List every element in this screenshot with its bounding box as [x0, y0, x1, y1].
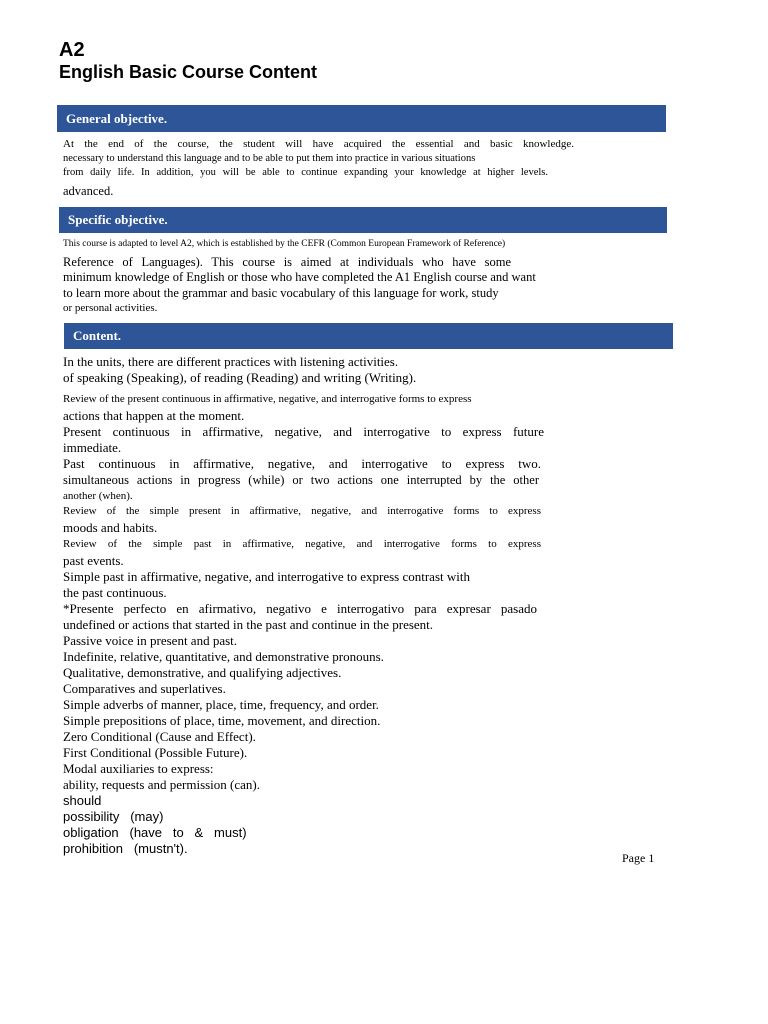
- content-line: the past continuous.: [63, 585, 167, 600]
- content-line: simultaneous actions in progress (while) or two actions one interrupted by the other: [63, 473, 539, 487]
- content-line: prohibition (mustn't).: [63, 841, 188, 856]
- content-line: Comparatives and superlatives.: [63, 681, 226, 696]
- content-line: Present continuous in affirmative, negative, and interrogative to express future: [63, 424, 544, 439]
- content-line: First Conditional (Possible Future).: [63, 745, 248, 760]
- course-level: A2: [59, 39, 85, 61]
- content-line: ability, requests and permission (can).: [63, 777, 260, 792]
- content-line: *Presente perfecto en afirmativo, negativo e interrogativo para expresar pasado: [63, 601, 537, 616]
- document-title: English Basic Course Content: [59, 62, 318, 82]
- content-line: another (when).: [63, 490, 133, 502]
- content-line: Review of the simple present in affirmative, negative, and interrogative forms to express: [63, 505, 541, 517]
- content-line: Modal auxiliaries to express:: [63, 761, 214, 776]
- page-number: Page 1: [622, 851, 655, 865]
- content-line: Indefinite, relative, quantitative, and demonstrative pronouns.: [63, 649, 384, 664]
- specific-objective-heading: Specific objective.: [59, 207, 667, 233]
- content-line: moods and habits.: [63, 520, 158, 535]
- content-line: past events.: [63, 553, 124, 568]
- specific-line: This course is adapted to level A2, which is established by the CEFR (Common European Framework of Reference): [63, 239, 506, 249]
- general-objective-heading: General objective.: [57, 105, 666, 132]
- content-line: In the units, there are different practices with listening activities.: [63, 354, 399, 369]
- content-heading: Content.: [64, 323, 673, 349]
- content-line: Simple prepositions of place, time, movement, and direction.: [63, 713, 381, 728]
- general-line: At the end of the course, the student will have acquired the essential and basic knowledge.: [63, 138, 574, 150]
- content-line: Simple adverbs of manner, place, time, frequency, and order.: [63, 697, 379, 712]
- specific-line: Reference of Languages). This course is aimed at individuals who have some: [63, 255, 511, 269]
- specific-line: minimum knowledge of English or those who have completed the A1 English course and want: [63, 270, 536, 284]
- content-line: of speaking (Speaking), of reading (Reading) and writing (Writing).: [63, 370, 417, 385]
- content-line: Zero Conditional (Cause and Effect).: [63, 729, 256, 744]
- general-line: from daily life. In addition, you will be able to continue expanding your knowledge at higher levels.: [63, 167, 548, 178]
- content-line: Review of the simple past in affirmative, negative, and interrogative forms to express: [63, 538, 541, 550]
- content-line: possibility (may): [63, 809, 164, 824]
- content-line: Past continuous in affirmative, negative, and interrogative to express two.: [63, 456, 541, 471]
- content-line: Passive voice in present and past.: [63, 633, 238, 648]
- general-line: advanced.: [63, 184, 114, 198]
- content-line: should: [63, 793, 102, 808]
- content-line: immediate.: [63, 440, 122, 455]
- content-line: Simple past in affirmative, negative, and interrogative to express contrast with: [63, 569, 470, 584]
- specific-line: or personal activities.: [63, 302, 158, 314]
- content-line: obligation (have to & must): [63, 825, 247, 840]
- content-line: Review of the present continuous in affirmative, negative, and interrogative forms to express: [63, 393, 472, 405]
- content-line: undefined or actions that started in the past and continue in the present.: [63, 617, 434, 632]
- content-line: Qualitative, demonstrative, and qualifying adjectives.: [63, 665, 342, 680]
- content-line: actions that happen at the moment.: [63, 408, 245, 423]
- general-line: necessary to understand this language and to be able to put them into practice in various situations: [63, 153, 476, 164]
- specific-line: to learn more about the grammar and basic vocabulary of this language for work, study: [63, 286, 499, 300]
